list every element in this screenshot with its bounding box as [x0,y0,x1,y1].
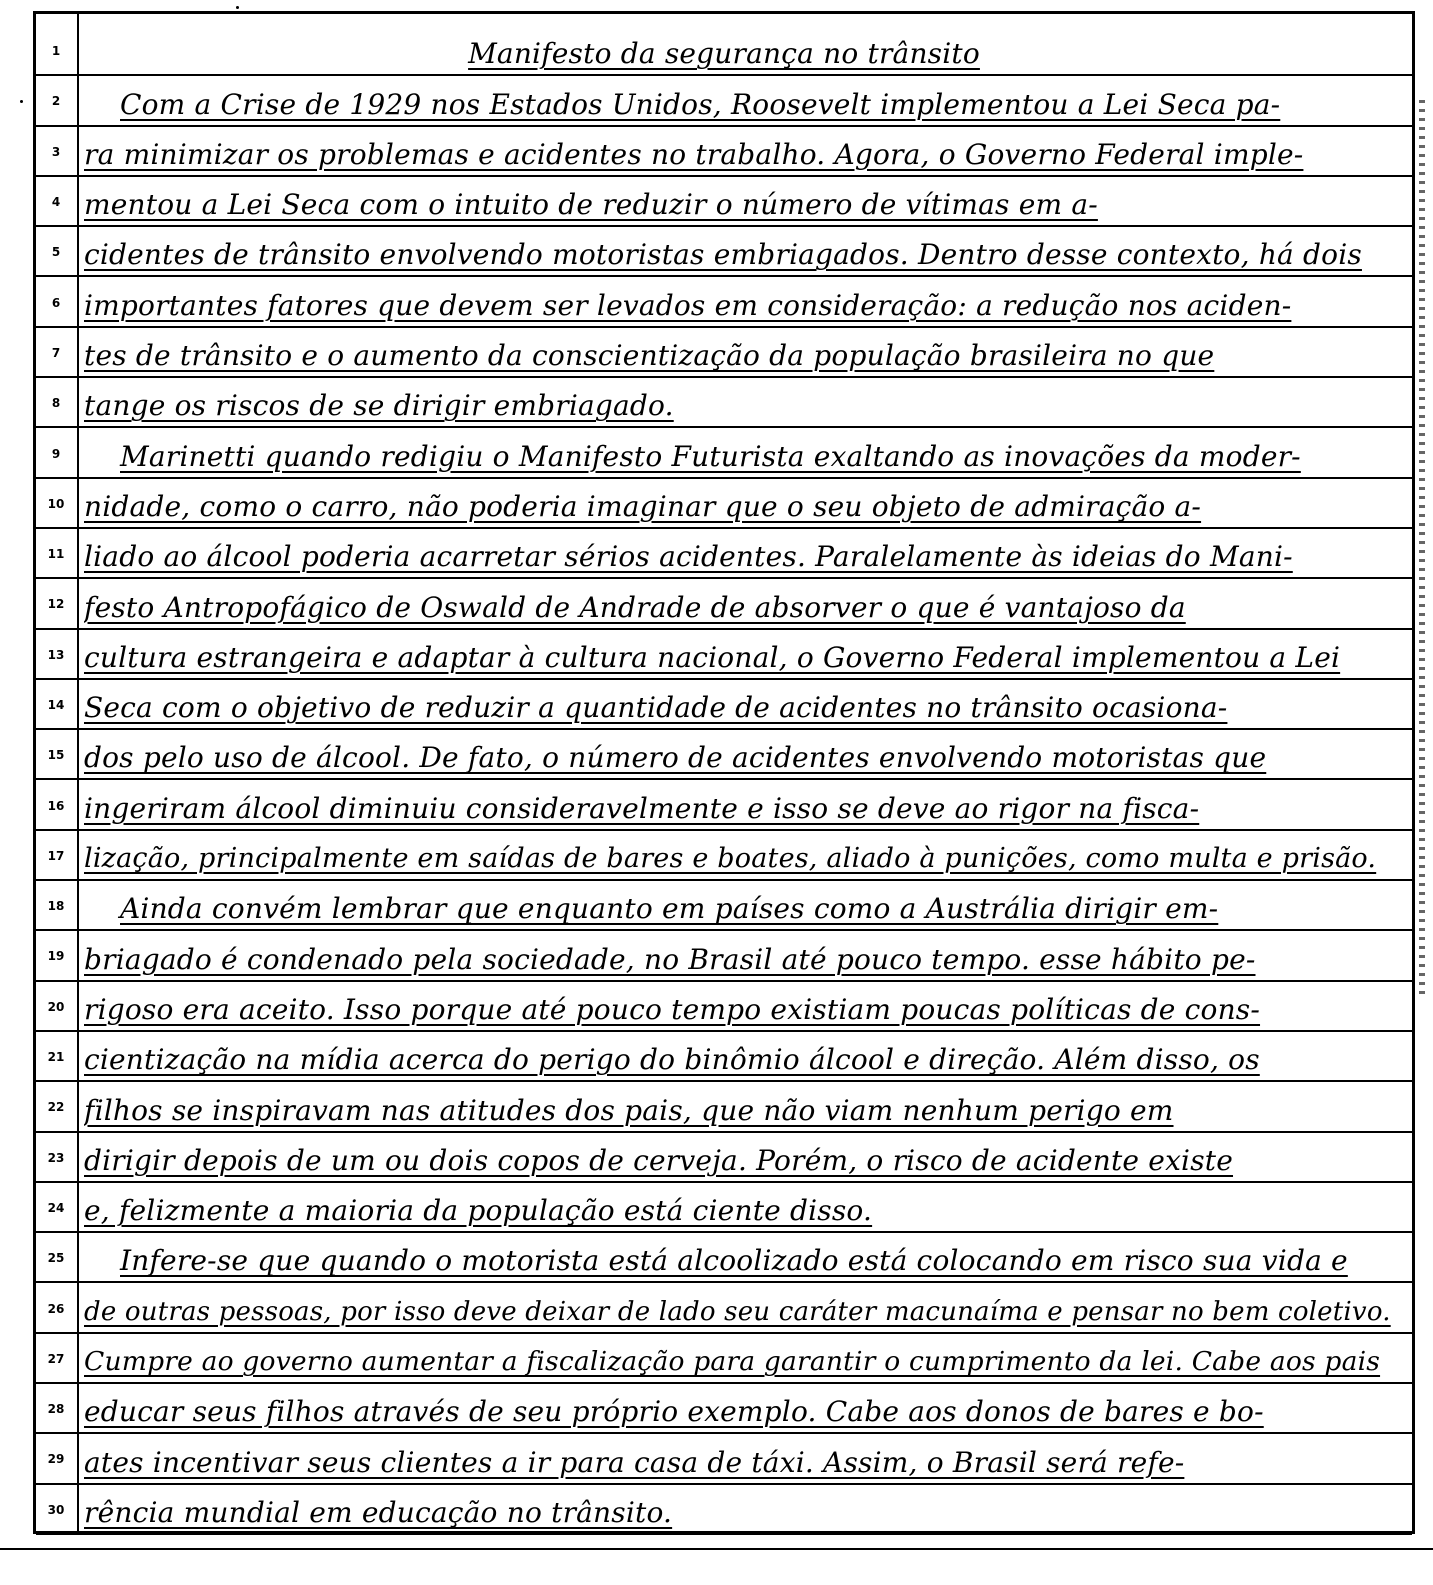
essay-line [36,1384,1412,1434]
line-number: 30 [47,1502,65,1517]
essay-title: Manifesto da segurança no trânsito [468,37,980,71]
line-text: e, felizmente a maioria da população está ciente disso. [84,1194,873,1228]
essay-line [36,127,1412,177]
line-text: ra minimizar os problemas e acidentes no trabalho. Agora, o Governo Federal imple- [84,137,1304,171]
line-text: Infere-se que quando o motorista está alcoolizado está colocando em risco sua vida e [120,1244,1348,1278]
bottom-border-line [0,1548,1433,1550]
line-number: 12 [47,597,65,612]
line-number: 24 [47,1200,65,1215]
scan-speck [20,100,23,103]
line-number: 20 [47,999,65,1014]
line-number: 6 [51,295,61,310]
line-number: 22 [47,1100,65,1115]
line-text: cidentes de trânsito envolvendo motoristas embriagados. Dentro desse contexto, há dois [84,238,1362,272]
line-text: tes de trânsito e o aumento da conscientização da população brasileira no que [84,339,1215,373]
line-number: 26 [47,1301,65,1316]
essay-line [36,780,1412,830]
line-text: Seca com o objetivo de reduzir a quantidade de acidentes no trânsito ocasiona- [84,691,1228,725]
line-text: mentou a Lei Seca com o intuito de reduzir o número de vítimas em a- [84,188,1098,222]
essay-line [36,579,1412,629]
line-text: festo Antropofágico de Oswald de Andrade de absorver o que é vantajoso da [84,590,1186,624]
essay-lines [36,26,1412,1535]
line-number: 15 [47,748,65,763]
line-number: 19 [47,949,65,964]
line-text: cultura estrangeira e adaptar à cultura nacional, o Governo Federal implementou a Lei [84,640,1341,674]
essay-line [36,277,1412,327]
essay-line [36,1283,1412,1333]
line-text: liado ao álcool poderia acarretar sérios acidentes. Paralelamente às ideias do Mani- [84,540,1293,574]
line-number: 25 [47,1251,65,1266]
line-text: tange os riscos de se dirigir embriagado. [84,389,674,423]
essay-line [36,177,1412,227]
essay-line [36,881,1412,931]
line-text: filhos se inspiravam nas atitudes dos pais, que não viam nenhum perigo em [84,1093,1174,1127]
essay-line [36,1133,1412,1183]
line-number: 3 [51,144,61,159]
essay-line [36,1032,1412,1082]
essay-line [36,1434,1412,1484]
essay-line [36,730,1412,780]
line-number: 18 [47,899,65,914]
essay-line [36,529,1412,579]
line-number: 8 [51,396,61,411]
line-text: Cumpre ao governo aumentar a fiscalização para garantir o cumprimento da lei. Cabe aos pais [84,1346,1381,1378]
line-number: 28 [47,1402,65,1417]
line-number: 29 [47,1452,65,1467]
line-number: 5 [51,245,61,260]
essay-line [36,1334,1412,1384]
line-text: importantes fatores que devem ser levados em consideração: a redução nos aciden- [84,288,1292,322]
essay-line [36,630,1412,680]
line-number: 9 [51,446,61,461]
line-text: de outras pessoas, por isso deve deixar de lado seu caráter macunaíma e pensar no bem coletivo. [84,1296,1391,1327]
line-number: 7 [51,345,61,360]
essay-line [36,1485,1412,1535]
line-number: 10 [47,496,65,511]
line-number: 2 [51,94,61,109]
line-number: 17 [47,848,65,863]
line-text: Ainda convém lembrar que enquanto em países como a Austrália dirigir em- [120,892,1219,926]
essay-line [36,26,1412,76]
ruled-line [36,1533,1412,1535]
essay-line [36,831,1412,881]
line-text: briagado é condenado pela sociedade, no Brasil até pouco tempo. esse hábito pe- [84,942,1256,976]
essay-line [36,328,1412,378]
line-text: dos pelo uso de álcool. De fato, o número de acidentes envolvendo motoristas que [84,741,1267,775]
line-number: 1 [51,44,61,59]
scan-margin-marks [1419,100,1425,1000]
line-number: 11 [47,547,65,562]
line-text: educar seus filhos através de seu próprio exemplo. Cabe aos donos de bares e bo- [84,1395,1264,1429]
essay-line [36,378,1412,428]
essay-line [36,931,1412,981]
line-text: dirigir depois de um ou dois copos de cerveja. Porém, o risco de acidente existe [84,1143,1234,1177]
essay-line [36,76,1412,126]
line-number: 21 [47,1050,65,1065]
line-text: ingeriram álcool diminuiu consideravelmente e isso se deve ao rigor na fisca- [84,791,1200,825]
essay-line [36,1233,1412,1283]
essay-line [36,227,1412,277]
line-text: rência mundial em educação no trânsito. [84,1495,673,1529]
essay-line [36,1183,1412,1233]
essay-line [36,1082,1412,1132]
essay-line [36,982,1412,1032]
line-number: 23 [47,1150,65,1165]
line-text: rigoso era aceito. Isso porque até pouco tempo existiam poucas políticas de cons- [84,992,1261,1026]
line-text: cientização na mídia acerca do perigo do binômio álcool e direção. Além disso, os [84,1043,1260,1077]
scan-speck [236,6,239,9]
line-text: ates incentivar seus clientes a ir para casa de táxi. Assim, o Brasil será refe- [84,1445,1185,1479]
line-text: lização, principalmente em saídas de bares e boates, aliado à punições, como multa e prisão. [84,843,1377,875]
line-number: 4 [51,195,61,210]
essay-line [36,428,1412,478]
line-number: 13 [47,647,65,662]
line-text: Marinetti quando redigiu o Manifesto Futurista exaltando as inovações da moder- [120,439,1301,473]
essay-line [36,680,1412,730]
line-number: 16 [47,798,65,813]
essay-line [36,479,1412,529]
essay-answer-sheet [33,11,1415,1534]
line-number: 14 [47,698,65,712]
line-text: nidade, como o carro, não poderia imaginar que o seu objeto de admiração a- [84,489,1202,523]
line-text: Com a Crise de 1929 nos Estados Unidos, Roosevelt implementou a Lei Seca pa- [120,87,1281,121]
line-number: 27 [47,1351,65,1366]
